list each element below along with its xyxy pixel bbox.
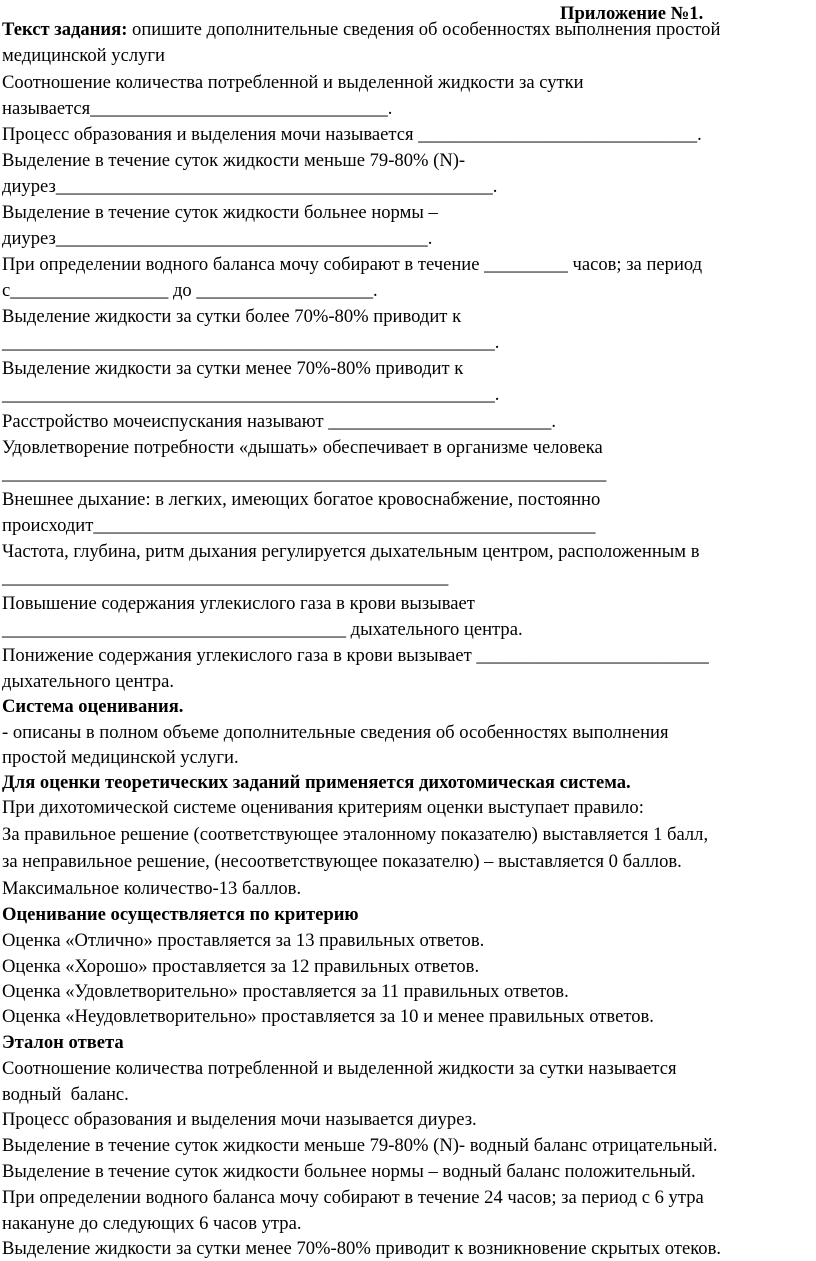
text-line: [2, 1187, 704, 1209]
line-text: ________________________________________________: [2, 567, 449, 588]
text-line: [2, 541, 699, 563]
bold-label: Система оценивания.: [2, 696, 184, 717]
text-line: [2, 1032, 124, 1054]
line-text: Процесс образования и выделения мочи называется диурез.: [2, 1109, 477, 1130]
text-line: [2, 1058, 677, 1080]
text-line: [2, 72, 584, 94]
bold-label: Для оценки теоретических заданий применяется дихотомическая система.: [2, 772, 631, 793]
text-line: [2, 824, 708, 846]
line-text: Соотношение количества потребленной и выделенной жидкости за сутки: [2, 72, 584, 93]
line-text: Оценка «Хорошо» проставляется за 12 правильных ответов.: [2, 956, 480, 977]
line-text: простой медицинской услуги.: [2, 747, 239, 768]
text-line: [2, 1238, 721, 1260]
line-text: называется________________________________.: [2, 98, 393, 119]
text-line: [2, 411, 556, 433]
text-line: [2, 722, 669, 744]
line-text: медицинской услуги: [2, 45, 165, 66]
line-text: Удовлетворение потребности «дышать» обеспечивает в организме человека: [2, 437, 603, 458]
text-line: [2, 1006, 654, 1028]
text-line: [2, 306, 461, 328]
line-text: _________________________________________________________________: [2, 463, 607, 484]
text-line: [2, 772, 631, 794]
line-text: с_________________ до ___________________.: [2, 280, 378, 301]
text-line: [2, 696, 183, 718]
line-text: Повышение содержания углекислого газа в крови вызывает: [2, 593, 475, 614]
text-line: [2, 851, 682, 873]
line-text: Расстройство мочеиспускания называют ________________________.: [2, 411, 556, 432]
line-text: _____________________________________________________.: [2, 384, 500, 405]
text-line: [2, 671, 174, 693]
text-line: [2, 1084, 129, 1106]
text-line: [2, 202, 438, 224]
line-text: Частота, глубина, ритм дыхания регулируется дыхательным центром, расположенным в: [2, 541, 700, 562]
line-text: Процесс образования и выделения мочи называется ______________________________.: [2, 124, 702, 145]
text-line: [2, 45, 165, 67]
text-line: [2, 150, 465, 172]
text-line: [2, 489, 600, 511]
line-text: - описаны в полном объеме дополнительные сведения об особенностях выполнения: [2, 722, 669, 743]
text-line: [2, 593, 475, 615]
line-text: опишите дополнительные сведения об особенностях выполнения простой: [127, 19, 721, 40]
text-line: [2, 747, 239, 769]
text-line: [2, 1161, 696, 1183]
bold-label: Эталон ответа: [2, 1032, 124, 1053]
bold-label: Оценивание осуществляется по критерию: [2, 904, 359, 925]
line-text: Максимальное количество-13 баллов.: [2, 878, 302, 899]
line-text: При определении водного баланса мочу собирают в течение 24 часов; за период с 6 утра: [2, 1187, 704, 1208]
text-line: [2, 463, 606, 485]
line-text: водный баланс.: [2, 1084, 129, 1105]
line-text: диурез________________________________________.: [2, 228, 433, 249]
line-text: При определении водного баланса мочу собирают в течение _________ часов; за период: [2, 254, 703, 275]
text-line: [2, 254, 702, 276]
line-text: происходит______________________________________________________: [2, 515, 596, 536]
text-line: [2, 956, 479, 978]
line-text: Внешнее дыхание: в легких, имеющих богатое кровоснабжение, постоянно: [2, 489, 601, 510]
text-line: [2, 619, 523, 641]
text-line: [2, 437, 603, 459]
text-line: [2, 98, 392, 120]
line-text: за неправильное решение, (несоответствующее показателю) – выставляется 0 баллов.: [2, 851, 682, 872]
line-text: Выделение в течение суток жидкости больнее нормы – водный баланс положительный.: [2, 1161, 696, 1182]
line-text: Оценка «Неудовлетворительно» проставляется за 10 и менее правильных ответов.: [2, 1006, 654, 1027]
text-line: [2, 878, 301, 900]
line-text: Выделение жидкости за сутки более 70%-80% приводит к: [2, 306, 462, 327]
line-text: Соотношение количества потребленной и выделенной жидкости за сутки называется: [2, 1058, 677, 1079]
text-line: [2, 228, 432, 250]
text-line: [2, 176, 497, 198]
line-text: _____________________________________ дыхательного центра.: [2, 619, 523, 640]
bold-label: Текст задания:: [2, 19, 128, 40]
line-text: Выделение жидкости за сутки менее 70%-80% приводит к возникновение скрытых отеков.: [2, 1238, 722, 1259]
text-line: [2, 1109, 477, 1131]
text-line: [2, 930, 484, 952]
line-text: Оценка «Удовлетворительно» проставляется за 11 правильных ответов.: [2, 981, 569, 1002]
text-line: [2, 1135, 718, 1157]
line-text: За правильное решение (соответствующее эталонному показателю) выставляется 1 балл,: [2, 824, 709, 845]
line-text: Выделение в течение суток жидкости меньше 79-80% (N)- водный баланс отрицательный.: [2, 1135, 718, 1156]
line-text: диурез_______________________________________________.: [2, 176, 498, 197]
text-line: [2, 19, 720, 41]
appendix-title: Приложение №1.: [560, 3, 704, 24]
line-text: Понижение содержания углекислого газа в крови вызывает _________________________: [2, 645, 709, 666]
line-text: дыхательного центра.: [2, 671, 174, 692]
text-line: [2, 384, 499, 406]
line-text: накануне до следующих 6 часов утра.: [2, 1213, 302, 1234]
text-line: [2, 358, 463, 380]
line-text: Выделение жидкости за сутки менее 70%-80% приводит к: [2, 358, 464, 379]
line-text: При дихотомической системе оценивания критериям оценки выступает правило:: [2, 797, 644, 818]
text-line: [2, 1213, 302, 1235]
text-line: [2, 797, 644, 819]
text-line: [2, 567, 448, 589]
line-text: Выделение в течение суток жидкости больнее нормы –: [2, 202, 438, 223]
text-line: [2, 124, 702, 146]
text-line: [2, 515, 595, 537]
line-text: _____________________________________________________.: [2, 332, 500, 353]
text-line: [2, 332, 499, 354]
text-line: [2, 645, 709, 667]
text-line: [2, 981, 569, 1003]
text-line: [2, 904, 359, 926]
text-line: [2, 280, 378, 302]
line-text: Оценка «Отлично» проставляется за 13 правильных ответов.: [2, 930, 485, 951]
line-text: Выделение в течение суток жидкости меньше 79-80% (N)-: [2, 150, 466, 171]
